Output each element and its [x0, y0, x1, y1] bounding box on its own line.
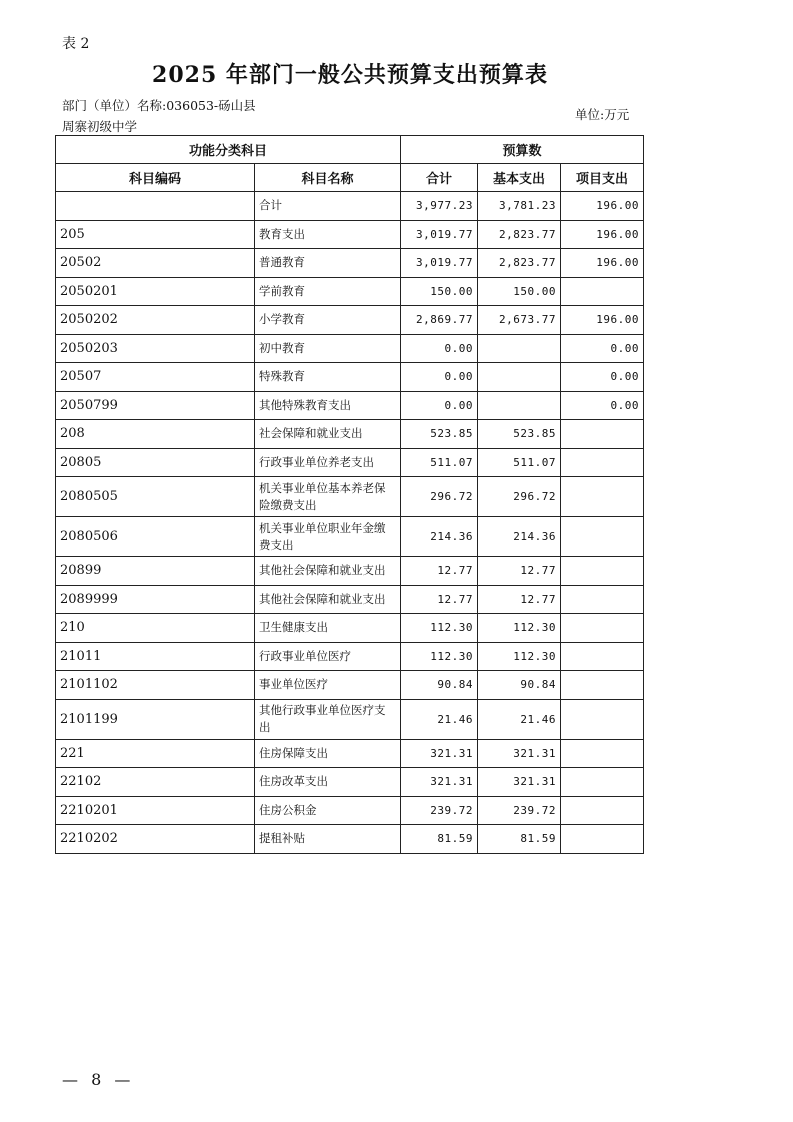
- basic-expenditure-cell: 321.31: [478, 768, 561, 797]
- total-cell: 0.00: [401, 363, 478, 392]
- header-basic-expenditure: 基本支出: [478, 164, 561, 192]
- basic-expenditure-cell: 239.72: [478, 796, 561, 825]
- table-row: [56, 768, 644, 797]
- total-cell: 511.07: [401, 448, 478, 477]
- basic-expenditure-cell: 150.00: [478, 277, 561, 306]
- basic-expenditure-cell: 296.72: [478, 477, 561, 517]
- total-cell: 112.30: [401, 614, 478, 643]
- project-expenditure-cell: [561, 699, 644, 739]
- table-row: [56, 306, 644, 335]
- project-expenditure-cell: 0.00: [561, 334, 644, 363]
- total-cell: 239.72: [401, 796, 478, 825]
- total-cell: 0.00: [401, 334, 478, 363]
- table-row: [56, 477, 644, 517]
- table-row: [56, 825, 644, 854]
- subject-code-cell: 2210202: [56, 825, 255, 854]
- basic-expenditure-cell: 321.31: [478, 739, 561, 768]
- subject-code-cell: [56, 192, 255, 221]
- basic-expenditure-cell: 214.36: [478, 517, 561, 557]
- total-cell: 12.77: [401, 557, 478, 586]
- project-expenditure-cell: [561, 420, 644, 449]
- subject-code-cell: 2101199: [56, 699, 255, 739]
- subject-code-cell: 208: [56, 420, 255, 449]
- basic-expenditure-cell: 12.77: [478, 585, 561, 614]
- total-cell: 3,019.77: [401, 220, 478, 249]
- subject-name-cell: 其他社会保障和就业支出: [255, 585, 401, 614]
- subject-name-cell: 初中教育: [255, 334, 401, 363]
- subject-code-cell: 2089999: [56, 585, 255, 614]
- total-cell: 112.30: [401, 642, 478, 671]
- subject-name-cell: 卫生健康支出: [255, 614, 401, 643]
- project-expenditure-cell: 0.00: [561, 363, 644, 392]
- basic-expenditure-cell: [478, 334, 561, 363]
- header-functional-classification: 功能分类科目: [56, 136, 401, 164]
- table-row: [56, 334, 644, 363]
- basic-expenditure-cell: 112.30: [478, 642, 561, 671]
- table-row: [56, 739, 644, 768]
- subject-code-cell: 20805: [56, 448, 255, 477]
- subject-code-cell: 205: [56, 220, 255, 249]
- header-subject-code: 科目编码: [56, 164, 255, 192]
- page-number: — 8 —: [62, 1070, 135, 1089]
- header-project-expenditure: 项目支出: [561, 164, 644, 192]
- budget-table: [55, 135, 644, 854]
- subject-code-cell: 2050201: [56, 277, 255, 306]
- table-row: [56, 420, 644, 449]
- subject-name-cell: 机关事业单位基本养老保险缴费支出: [255, 477, 401, 517]
- table-row: [56, 391, 644, 420]
- project-expenditure-cell: [561, 671, 644, 700]
- basic-expenditure-cell: 2,673.77: [478, 306, 561, 335]
- table-row: [56, 642, 644, 671]
- total-cell: 21.46: [401, 699, 478, 739]
- table-row: [56, 585, 644, 614]
- table-number: 表 2: [62, 36, 90, 52]
- project-expenditure-cell: [561, 825, 644, 854]
- subject-name-cell: 事业单位医疗: [255, 671, 401, 700]
- basic-expenditure-cell: 523.85: [478, 420, 561, 449]
- table-row: [56, 671, 644, 700]
- total-cell: 3,977.23: [401, 192, 478, 221]
- page-title: 2025 年部门一般公共预算支出预算表: [152, 62, 548, 88]
- table-row: [56, 277, 644, 306]
- basic-expenditure-cell: 3,781.23: [478, 192, 561, 221]
- project-expenditure-cell: [561, 277, 644, 306]
- subject-code-cell: 2210201: [56, 796, 255, 825]
- basic-expenditure-cell: [478, 363, 561, 392]
- subject-code-cell: 210: [56, 614, 255, 643]
- subject-code-cell: 20899: [56, 557, 255, 586]
- subject-name-cell: 普通教育: [255, 249, 401, 278]
- basic-expenditure-cell: 112.30: [478, 614, 561, 643]
- project-expenditure-cell: 0.00: [561, 391, 644, 420]
- total-cell: 150.00: [401, 277, 478, 306]
- table-row: [56, 699, 644, 739]
- basic-expenditure-cell: [478, 391, 561, 420]
- subject-name-cell: 行政事业单位养老支出: [255, 448, 401, 477]
- subject-name-cell: 住房公积金: [255, 796, 401, 825]
- subject-code-cell: 2101102: [56, 671, 255, 700]
- total-cell: 3,019.77: [401, 249, 478, 278]
- basic-expenditure-cell: 2,823.77: [478, 220, 561, 249]
- project-expenditure-cell: [561, 768, 644, 797]
- project-expenditure-cell: 196.00: [561, 192, 644, 221]
- total-cell: 321.31: [401, 739, 478, 768]
- basic-expenditure-cell: 2,823.77: [478, 249, 561, 278]
- subject-code-cell: 2080505: [56, 477, 255, 517]
- project-expenditure-cell: [561, 448, 644, 477]
- subject-name-cell: 行政事业单位医疗: [255, 642, 401, 671]
- total-cell: 214.36: [401, 517, 478, 557]
- subject-name-cell: 其他特殊教育支出: [255, 391, 401, 420]
- department-name: 部门（单位）名称:036053-砀山县周寨初级中学: [62, 98, 256, 134]
- subject-code-cell: 20507: [56, 363, 255, 392]
- subject-code-cell: 2050202: [56, 306, 255, 335]
- basic-expenditure-cell: 21.46: [478, 699, 561, 739]
- subject-name-cell: 社会保障和就业支出: [255, 420, 401, 449]
- subject-code-cell: 20502: [56, 249, 255, 278]
- header-subject-name: 科目名称: [255, 164, 401, 192]
- total-cell: 2,869.77: [401, 306, 478, 335]
- table-row: [56, 517, 644, 557]
- project-expenditure-cell: [561, 557, 644, 586]
- subject-name-cell: 合计: [255, 192, 401, 221]
- basic-expenditure-cell: 90.84: [478, 671, 561, 700]
- total-cell: 0.00: [401, 391, 478, 420]
- project-expenditure-cell: 196.00: [561, 249, 644, 278]
- table-row: [56, 249, 644, 278]
- project-expenditure-cell: [561, 517, 644, 557]
- subject-name-cell: 其他社会保障和就业支出: [255, 557, 401, 586]
- total-cell: 296.72: [401, 477, 478, 517]
- basic-expenditure-cell: 81.59: [478, 825, 561, 854]
- table-row: [56, 614, 644, 643]
- total-cell: 12.77: [401, 585, 478, 614]
- subject-code-cell: 221: [56, 739, 255, 768]
- header-total: 合计: [401, 164, 478, 192]
- total-cell: 90.84: [401, 671, 478, 700]
- subject-code-cell: 2050203: [56, 334, 255, 363]
- table-row: [56, 796, 644, 825]
- subject-name-cell: 学前教育: [255, 277, 401, 306]
- table-row: [56, 220, 644, 249]
- project-expenditure-cell: [561, 739, 644, 768]
- project-expenditure-cell: [561, 477, 644, 517]
- project-expenditure-cell: [561, 614, 644, 643]
- subject-name-cell: 其他行政事业单位医疗支出: [255, 699, 401, 739]
- table-row: [56, 363, 644, 392]
- project-expenditure-cell: [561, 796, 644, 825]
- project-expenditure-cell: 196.00: [561, 306, 644, 335]
- subject-name-cell: 教育支出: [255, 220, 401, 249]
- subject-name-cell: 特殊教育: [255, 363, 401, 392]
- table-row: [56, 192, 644, 221]
- subject-code-cell: 2050799: [56, 391, 255, 420]
- project-expenditure-cell: [561, 642, 644, 671]
- total-cell: 321.31: [401, 768, 478, 797]
- subject-code-cell: 22102: [56, 768, 255, 797]
- table-row: [56, 557, 644, 586]
- subject-name-cell: 提租补贴: [255, 825, 401, 854]
- header-budget-amount: 预算数: [401, 136, 644, 164]
- basic-expenditure-cell: 511.07: [478, 448, 561, 477]
- unit-label: 单位:万元: [575, 107, 630, 122]
- project-expenditure-cell: [561, 585, 644, 614]
- subject-name-cell: 住房保障支出: [255, 739, 401, 768]
- subject-code-cell: 21011: [56, 642, 255, 671]
- basic-expenditure-cell: 12.77: [478, 557, 561, 586]
- subject-name-cell: 机关事业单位职业年金缴费支出: [255, 517, 401, 557]
- total-cell: 523.85: [401, 420, 478, 449]
- total-cell: 81.59: [401, 825, 478, 854]
- subject-name-cell: 小学教育: [255, 306, 401, 335]
- subject-code-cell: 2080506: [56, 517, 255, 557]
- table-row: [56, 448, 644, 477]
- subject-name-cell: 住房改革支出: [255, 768, 401, 797]
- project-expenditure-cell: 196.00: [561, 220, 644, 249]
